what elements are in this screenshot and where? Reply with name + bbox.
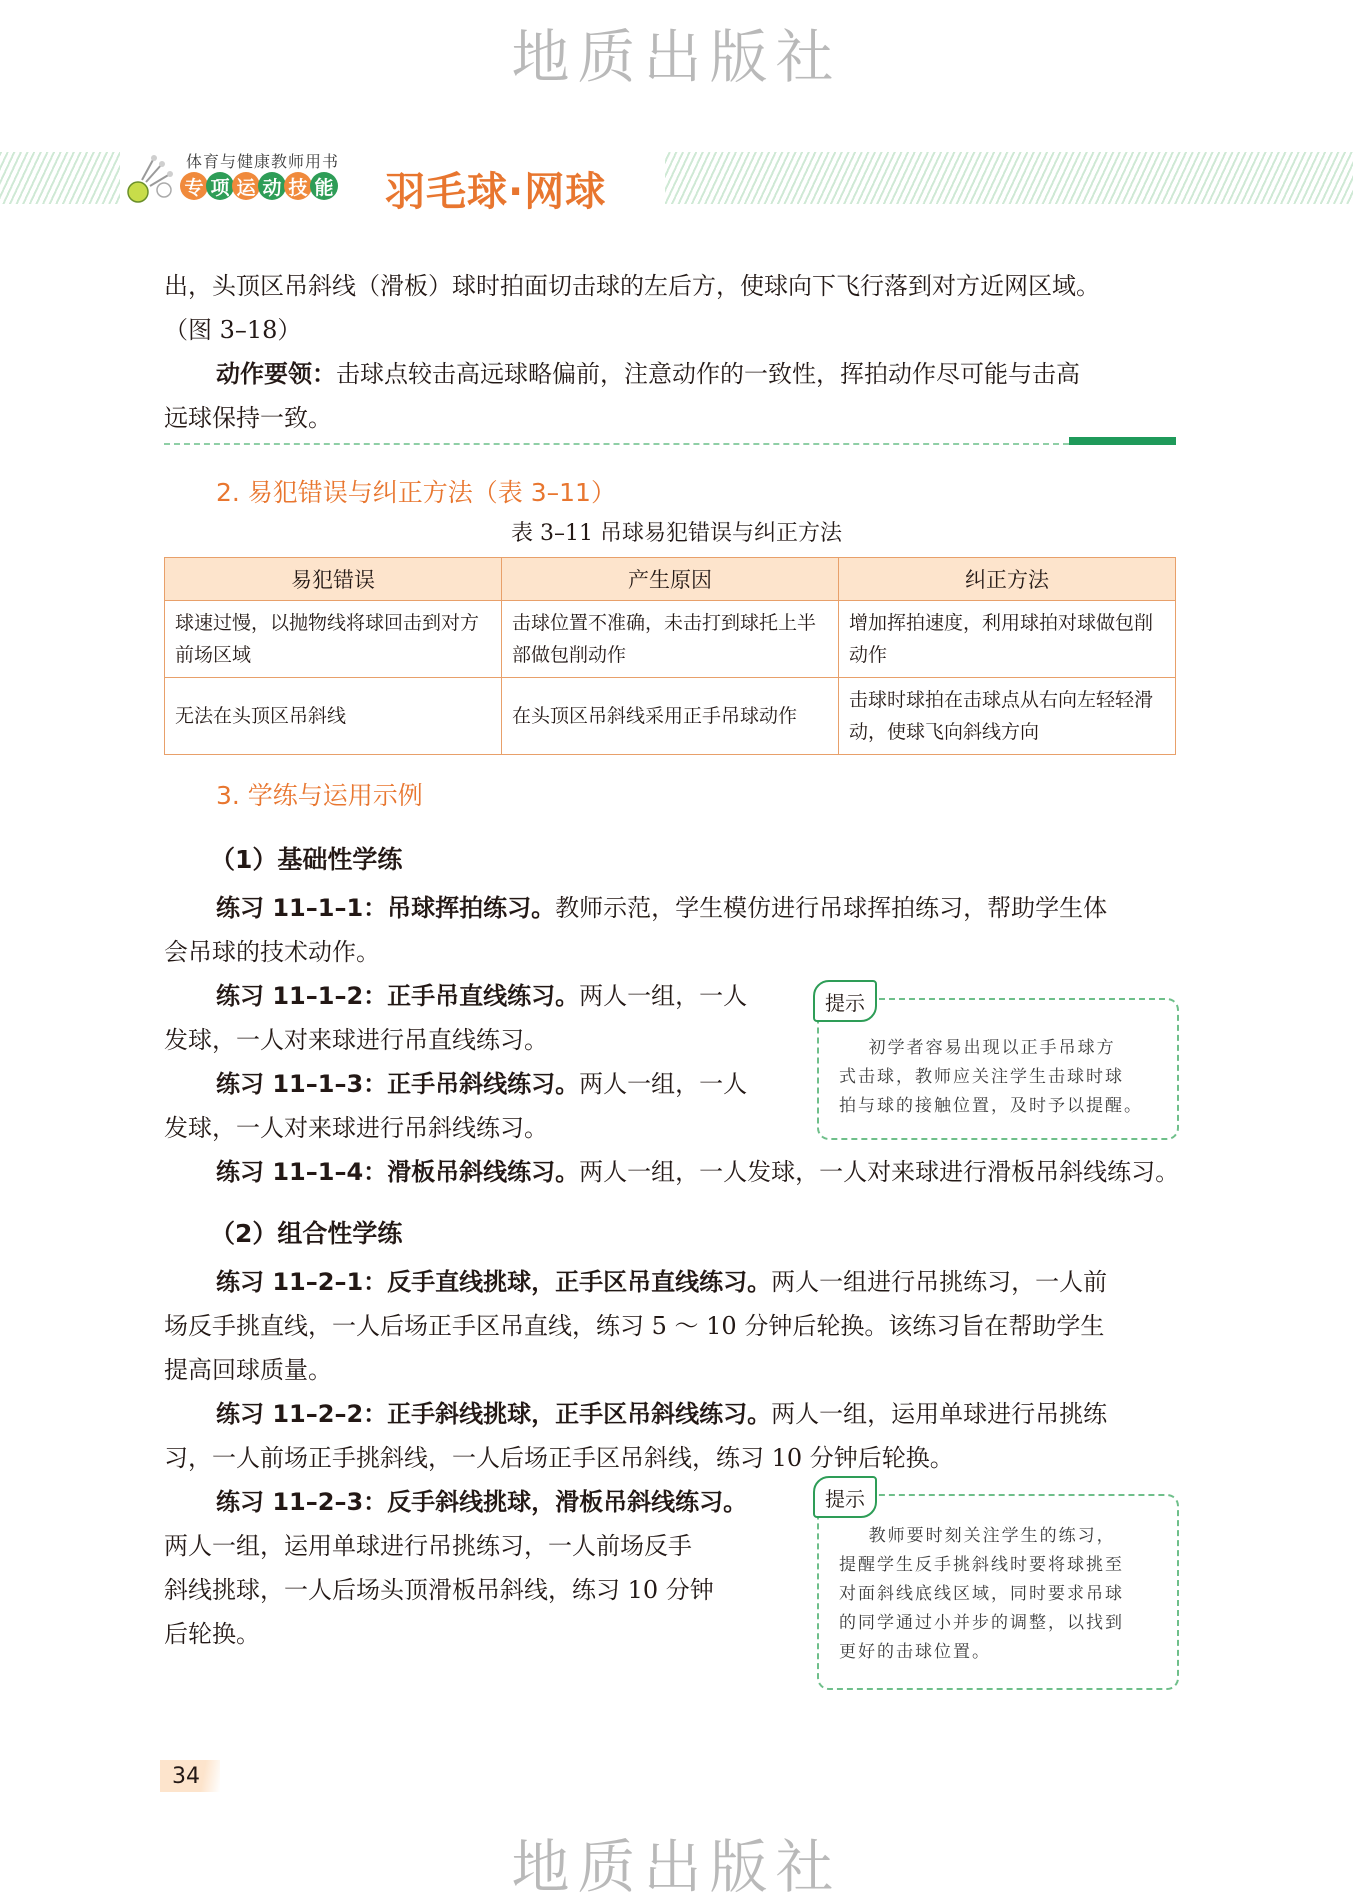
exercise-11-1-2-line-2: 发球，一人对来球进行吊直线练习。: [164, 1026, 548, 1054]
table-cell: 击球位置不准确，未击打到球托上半部做包削动作: [502, 601, 839, 678]
divider-accent: [1069, 437, 1176, 445]
tip-badge: 提示: [813, 1476, 877, 1518]
section-3-title: 3. 学练与运用示例: [216, 781, 423, 810]
series-badge-char: 项: [206, 172, 234, 200]
tip-badge: 提示: [813, 980, 877, 1022]
tip-text-line: 更好的击球位置。: [839, 1642, 991, 1662]
table-cell: 无法在头顶区吊斜线: [165, 678, 502, 755]
subsection-basic-title: （1）基础性学练: [210, 845, 403, 874]
exercise-11-1-3-line-2: 发球，一人对来球进行吊斜线练习。: [164, 1114, 548, 1142]
subsection-combined-title: （2）组合性学练: [210, 1219, 403, 1248]
exercise-11-2-2-line-2: 习，一人前场正手挑斜线，一人后场正手区吊斜线，练习 10 分钟后轮换。: [164, 1444, 954, 1472]
exercise-11-2-1-line-2: 场反手挑直线，一人后场正手区吊直线，练习 5 ～ 10 分钟后轮换。该练习旨在帮助学生: [164, 1312, 1105, 1340]
exercise-11-2-1-line-3: 提高回球质量。: [164, 1356, 332, 1384]
table-cell: 在头顶区吊斜线采用正手吊球动作: [502, 678, 839, 755]
series-badge: [180, 172, 336, 204]
key-points-paragraph: [164, 352, 1228, 396]
exercise-11-1-2: [164, 974, 816, 1018]
book-title: 羽毛球·网球: [385, 169, 607, 215]
shuttlecock-logo-icon: [124, 150, 176, 206]
table-header-cell: 产生原因: [502, 558, 839, 601]
series-badge-char: 能: [310, 172, 338, 200]
exercise-label: 练习 11–1–4：滑板吊斜线练习。: [216, 1158, 580, 1186]
exercise-label: 练习 11–2–2：正手斜线挑球，正手区吊斜线练习。: [216, 1400, 772, 1428]
exercise-11-2-3-line-3: 斜线挑球，一人后场头顶滑板吊斜线，练习 10 分钟: [164, 1576, 714, 1604]
exercise-text: 两人一组进行吊挑练习，一人前: [771, 1268, 1108, 1296]
intro-line-1: 出，头顶区吊斜线（滑板）球时拍面切击球的左后方，使球向下飞行落到对方近网区域。: [164, 272, 1100, 300]
exercise-text: 两人一组，运用单球进行吊挑练: [771, 1400, 1108, 1428]
section-divider: [164, 443, 1069, 445]
page-number: 34: [160, 1760, 220, 1792]
series-badge-char: 运: [232, 172, 260, 200]
series-badge-char: 专: [180, 172, 208, 200]
exercise-text: 两人一组，一人发球，一人对来球进行滑板吊斜线练习。: [579, 1158, 1180, 1186]
exercise-label: 练习 11–2–1：反手直线挑球，正手区吊直线练习。: [216, 1268, 772, 1296]
tip-box: [817, 990, 1179, 1140]
exercise-11-1-3: [164, 1062, 816, 1106]
table-row: [165, 678, 1176, 755]
table-caption: 表 3–11 吊球易犯错误与纠正方法: [511, 521, 842, 546]
exercise-label: 练习 11–2–3：反手斜线挑球，滑板吊斜线练习。: [216, 1488, 748, 1516]
table-header-row: [165, 558, 1176, 601]
table-header-cell: 易犯错误: [165, 558, 502, 601]
section-2-title: 2. 易犯错误与纠正方法（表 3–11）: [216, 478, 616, 507]
exercise-11-1-1-line-2: 会吊球的技术动作。: [164, 938, 380, 966]
table-row: [165, 601, 1176, 678]
exercise-11-2-2: [164, 1392, 1228, 1436]
tip-text-line: 式击球，教师应关注学生击球时球: [839, 1067, 1124, 1087]
series-badge-char: 技: [284, 172, 312, 200]
exercise-label: 练习 11–1–1：吊球挥拍练习。: [216, 894, 556, 922]
tip-text-line: 的同学通过小并步的调整，以找到: [839, 1613, 1124, 1633]
tip-text-line: 提醒学生反手挑斜线时要将球挑至: [839, 1555, 1124, 1575]
table-cell: 球速过慢，以抛物线将球回击到对方前场区域: [165, 601, 502, 678]
table-cell: 增加挥拍速度，利用球拍对球做包削动作: [839, 601, 1176, 678]
tip-text-line: 初学者容易出现以正手吊球方: [839, 1038, 1116, 1058]
exercise-11-2-3-line-4: 后轮换。: [164, 1620, 260, 1648]
tip-text-line: 对面斜线底线区域，同时要求吊球: [839, 1584, 1124, 1604]
exercise-label: 练习 11–1–2：正手吊直线练习。: [216, 982, 580, 1010]
exercise-text: 教师示范，学生模仿进行吊球挥拍练习，帮助学生体: [555, 894, 1108, 922]
series-name: 体育与健康教师用书: [186, 152, 340, 171]
tip-box: [817, 1486, 1179, 1690]
exercise-11-1-4: [164, 1150, 1228, 1194]
exercise-11-2-3-line-2: 两人一组，运用单球进行吊挑练习，一人前场反手: [164, 1532, 692, 1560]
exercise-11-1-1: [164, 886, 1228, 930]
key-points-line-2: 远球保持一致。: [164, 404, 332, 432]
watermark-bottom: 地质出版社: [511, 1833, 842, 1901]
exercise-text: 两人一组，一人: [579, 982, 748, 1010]
exercise-11-2-3: [164, 1480, 816, 1524]
tip-text-line: 教师要时刻关注学生的练习，: [839, 1526, 1116, 1546]
exercise-label: 练习 11–1–3：正手吊斜线练习。: [216, 1070, 580, 1098]
exercise-11-2-1: [164, 1260, 1228, 1304]
key-points-text: 击球点较击高远球略偏前，注意动作的一致性，挥拍动作尽可能与击高: [336, 360, 1080, 388]
series-badge-char: 动: [258, 172, 286, 200]
table-header-cell: 纠正方法: [839, 558, 1176, 601]
exercise-text: 两人一组，一人: [579, 1070, 748, 1098]
figure-reference: （图 3–18）: [164, 316, 302, 344]
key-points-label: 动作要领：: [216, 360, 336, 388]
table-cell: 击球时球拍在击球点从右向左轻轻滑动，使球飞向斜线方向: [839, 678, 1176, 755]
tip-text-line: 拍与球的接触位置，及时予以提醒。: [839, 1096, 1143, 1116]
errors-table: [164, 557, 1176, 755]
watermark-top: 地质出版社: [511, 23, 842, 91]
